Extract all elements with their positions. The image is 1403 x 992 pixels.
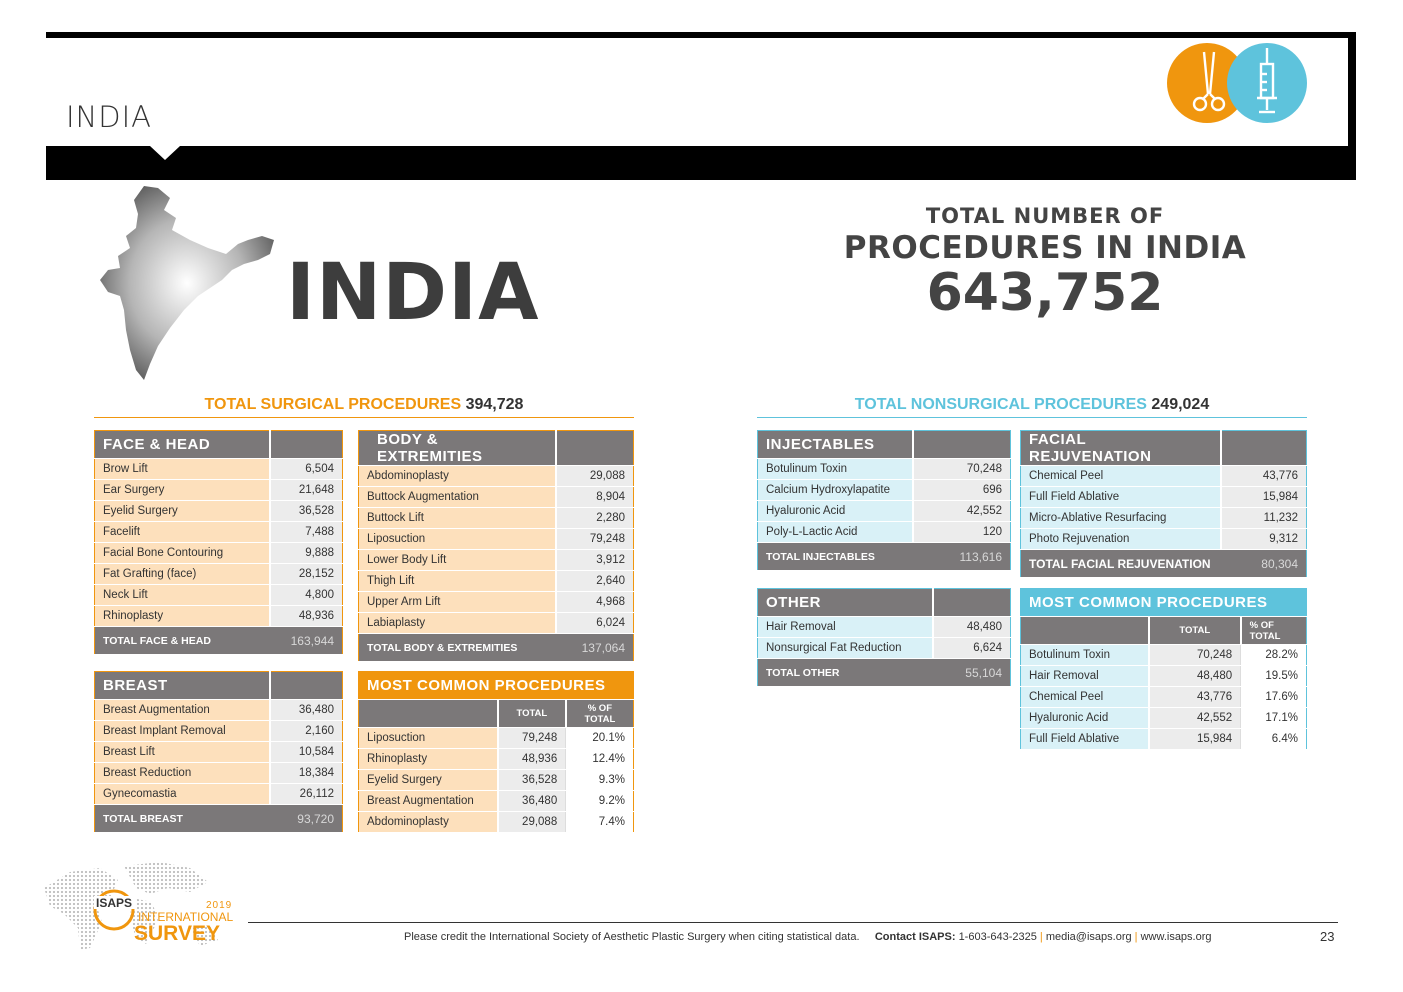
table-row: Upper Arm Lift 4,968 — [359, 592, 634, 613]
table-row: Liposuction 79,248 — [359, 529, 634, 550]
table-title: MOST COMMON PROCEDURES — [1021, 589, 1307, 617]
col-total: TOTAL — [1149, 617, 1241, 645]
col-pct: % OF TOTAL — [566, 700, 634, 728]
table-row: Neck Lift 4,800 — [95, 585, 343, 606]
surgical-heading — [94, 396, 634, 418]
col-pct: % OF TOTAL — [1241, 617, 1307, 645]
table-row: Lower Body Lift 3,912 — [359, 550, 634, 571]
isaps-survey-logo — [40, 858, 240, 968]
table-row: Photo Rejuvenation 9,312 — [1021, 529, 1307, 550]
table-row: Breast Lift 10,584 — [95, 742, 343, 763]
table-title: BREAST — [95, 672, 270, 700]
table-row: Gynecomastia 26,112 — [95, 784, 343, 805]
table-row: Buttock Augmentation 8,904 — [359, 487, 634, 508]
table-row: Chemical Peel 43,776 17.6% — [1021, 687, 1307, 708]
table-title: INJECTABLES — [758, 431, 914, 459]
email-link[interactable]: media@isaps.org — [1045, 931, 1132, 943]
table-row: Nonsurgical Fat Reduction 6,624 — [758, 638, 1011, 659]
page-title: INDIA — [66, 100, 152, 134]
breast-table — [94, 671, 343, 833]
table-row: Liposuction 79,248 20.1% — [359, 728, 634, 749]
table-row: Hair Removal 48,480 19.5% — [1021, 666, 1307, 687]
col-total: TOTAL — [498, 700, 566, 728]
total-row: TOTAL BREAST 93,720 — [95, 805, 343, 833]
svg-text:2019: 2019 — [206, 900, 233, 911]
total-row: TOTAL FACE & HEAD 163,944 — [95, 627, 343, 655]
surgical-value: 394,728 — [465, 396, 524, 413]
nonsurgical-heading — [757, 396, 1307, 418]
table-row: Full Field Ablative 15,984 — [1021, 487, 1307, 508]
table-row: Calcium Hydroxylapatite 696 — [758, 480, 1011, 501]
procedure-icons — [1166, 42, 1308, 124]
table-row: Eyelid Surgery 36,528 — [95, 501, 343, 522]
nonsurgical-label: TOTAL NONSURGICAL PROCEDURES — [854, 396, 1147, 413]
total-row: TOTAL INJECTABLES 113,616 — [758, 543, 1011, 571]
table-title: FACIAL REJUVENATION — [1021, 431, 1221, 466]
svg-text:ISAPS: ISAPS — [96, 896, 133, 910]
header-panel — [46, 38, 1348, 146]
table-row: Ear Surgery 21,648 — [95, 480, 343, 501]
page-number: 23 — [1320, 929, 1335, 944]
table-title: BODY & EXTREMITIES — [359, 431, 556, 466]
total-value: 643,752 — [926, 263, 1164, 323]
table-row: Rhinoplasty 48,936 — [95, 606, 343, 627]
svg-text:INTERNATIONAL: INTERNATIONAL — [138, 910, 234, 924]
table-row: Labiaplasty 6,024 — [359, 613, 634, 634]
table-row: Poly-L-Lactic Acid 120 — [758, 522, 1011, 543]
table-row: Abdominoplasty 29,088 — [359, 466, 634, 487]
table-title: FACE & HEAD — [95, 431, 270, 459]
surgical-most-common-table — [358, 671, 634, 833]
header-notch — [150, 146, 180, 160]
body-extremities-table — [358, 430, 634, 662]
nonsurgical-most-common-table — [1020, 588, 1307, 750]
other-table — [757, 588, 1011, 687]
total-row: TOTAL OTHER 55,104 — [758, 659, 1011, 687]
india-map-icon — [98, 184, 278, 384]
table-row: Thigh Lift 2,640 — [359, 571, 634, 592]
syringe-icon — [1227, 43, 1307, 123]
table-title: MOST COMMON PROCEDURES — [359, 672, 634, 700]
footer-divider — [248, 922, 1338, 923]
total-line-1: TOTAL NUMBER OF — [925, 204, 1165, 228]
table-row: Breast Augmentation 36,480 9.2% — [359, 791, 634, 812]
table-row: Micro-Ablative Resurfacing 11,232 — [1021, 508, 1307, 529]
svg-text:SURVEY: SURVEY — [134, 922, 220, 945]
table-row: Hyaluronic Acid 42,552 — [758, 501, 1011, 522]
table-row: Fat Grafting (face) 28,152 — [95, 564, 343, 585]
total-line-2: PROCEDURES IN INDIA — [843, 230, 1247, 266]
table-row: Full Field Ablative 15,984 6.4% — [1021, 729, 1307, 750]
table-row: Abdominoplasty 29,088 7.4% — [359, 812, 634, 833]
table-row: Buttock Lift 2,280 — [359, 508, 634, 529]
table-row: Brow Lift 6,504 — [95, 459, 343, 480]
website-link[interactable]: www.isaps.org — [1140, 931, 1212, 943]
table-row: Eyelid Surgery 36,528 9.3% — [359, 770, 634, 791]
table-row: Botulinum Toxin 70,248 28.2% — [1021, 645, 1307, 666]
table-row: Hair Removal 48,480 — [758, 617, 1011, 638]
table-row: Facelift 7,488 — [95, 522, 343, 543]
table-row: Breast Augmentation 36,480 — [95, 700, 343, 721]
face-head-table — [94, 430, 343, 655]
total-row: TOTAL FACIAL REJUVENATION 80,304 — [1021, 550, 1307, 578]
total-procedures-block — [830, 204, 1260, 323]
table-row: Chemical Peel 43,776 — [1021, 466, 1307, 487]
nonsurgical-value: 249,024 — [1151, 396, 1210, 413]
table-row: Hyaluronic Acid 42,552 17.1% — [1021, 708, 1307, 729]
footer-credit: Please credit the International Society of Aesthetic Plastic Surgery when citing statistical data. Contact ISAPS: 1-603-643-2325 | media@isaps.org | www.isaps.org — [404, 931, 1212, 943]
table-row: Breast Reduction 18,384 — [95, 763, 343, 784]
total-row: TOTAL BODY & EXTREMITIES 137,064 — [359, 634, 634, 662]
injectables-table — [757, 430, 1011, 571]
table-row: Botulinum Toxin 70,248 — [758, 459, 1011, 480]
table-row: Rhinoplasty 48,936 12.4% — [359, 749, 634, 770]
facial-rejuvenation-table — [1020, 430, 1307, 578]
table-row: Breast Implant Removal 2,160 — [95, 721, 343, 742]
country-name: INDIA — [286, 248, 540, 338]
table-row: Facial Bone Contouring 9,888 — [95, 543, 343, 564]
table-title: OTHER — [758, 589, 933, 617]
surgical-label: TOTAL SURGICAL PROCEDURES — [204, 396, 462, 413]
